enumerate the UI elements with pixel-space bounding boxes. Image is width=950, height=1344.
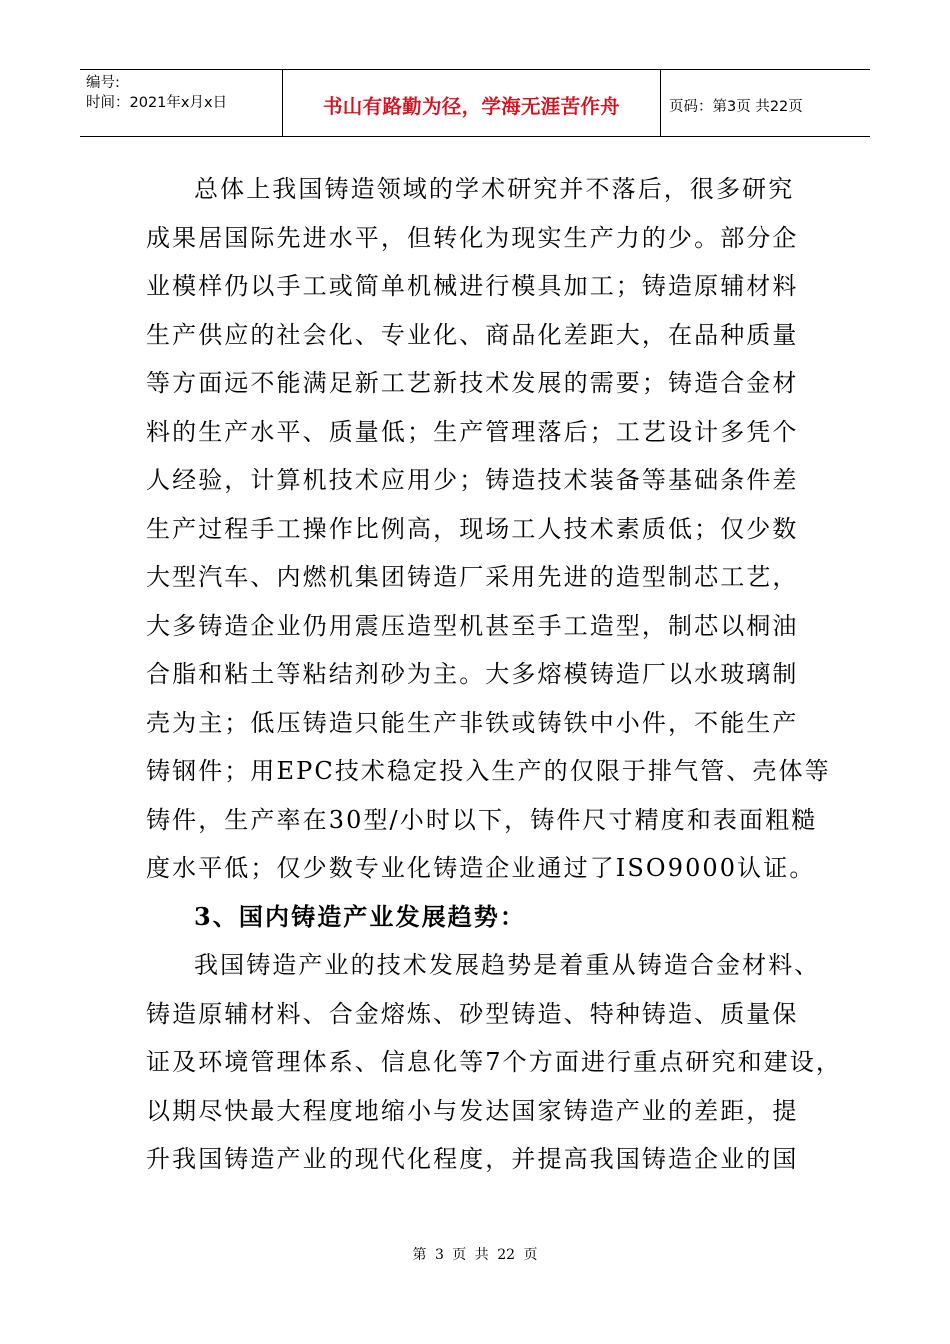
page-header <box>80 69 870 137</box>
paragraph-line: 大型汽车、内燃机集团铸造厂采用先进的造型制芯工艺， <box>146 563 799 591</box>
page-footer: 第 3 页 共 22 页 <box>412 1247 538 1263</box>
paragraph-line: 铸钢件；用EPC技术稳定投入生产的仅限于排气管、壳体等 <box>146 757 831 785</box>
paragraph-line: 铸造原辅材料、合金熔炼、砂型铸造、特种铸造、质量保 <box>146 999 799 1028</box>
paragraph-line: 铸件，生产率在30型/小时以下，铸件尺寸精度和表面粗糙 <box>146 805 818 834</box>
paragraph-line: 大多铸造企业仍用震压造型机甚至手工造型，制芯以桐油 <box>146 611 799 640</box>
paragraph-line: 升我国铸造产业的现代化程度，并提高我国铸造企业的国 <box>146 1145 799 1173</box>
document-body <box>146 165 842 1184</box>
header-page-info: 页码：第3页 共22页 <box>669 98 803 115</box>
paragraph-line: 我国铸造产业的技术发展趋势是着重从铸造合金材料、 <box>194 951 821 979</box>
paragraph-line: 度水平低；仅少数专业化铸造企业通过了ISO9000认证。 <box>146 854 816 882</box>
document-number-label: 编号: <box>86 75 120 91</box>
section-heading: 3、国内铸造产业发展趋势： <box>194 901 526 931</box>
paragraph-line: 合脂和粘土等粘结剂砂为主。大多熔模铸造厂以水玻璃制 <box>146 660 799 688</box>
header-motto-cell <box>283 70 661 136</box>
paragraph-line: 人经验，计算机技术应用少；铸造技术装备等基础条件差 <box>146 466 799 494</box>
paragraph-line: 生产过程手工操作比例高，现场工人技术素质低；仅少数 <box>146 514 799 543</box>
paragraph-line: 证及环境管理体系、信息化等7个方面进行重点研究和建设， <box>146 1048 842 1076</box>
paragraph-line: 成果居国际先进水平，但转化为现实生产力的少。部分企 <box>146 223 799 252</box>
paragraph-line: 业模样仍以手工或简单机械进行模具加工；铸造原辅材料 <box>146 272 799 300</box>
paragraph-line: 等方面远不能满足新工艺新技术发展的需要；铸造合金材 <box>146 369 799 397</box>
paragraph-line: 总体上我国铸造领域的学术研究并不落后，很多研究 <box>194 175 795 203</box>
paragraph-line: 料的生产水平、质量低；生产管理落后；工艺设计多凭个 <box>146 417 799 446</box>
paragraph-line: 壳为主；低压铸造只能生产非铁或铸铁中小件，不能生产 <box>146 708 799 737</box>
header-meta <box>80 70 283 136</box>
header-motto: 书山有路勤为径，学海无涯苦作舟 <box>322 95 620 118</box>
paragraph-line: 以期尽快最大程度地缩小与发达国家铸造产业的差距，提 <box>146 1096 799 1125</box>
document-time-label: 时间：2021年x月x日 <box>86 95 228 111</box>
paragraph-line: 生产供应的社会化、专业化、商品化差距大，在品种质量 <box>146 320 799 349</box>
